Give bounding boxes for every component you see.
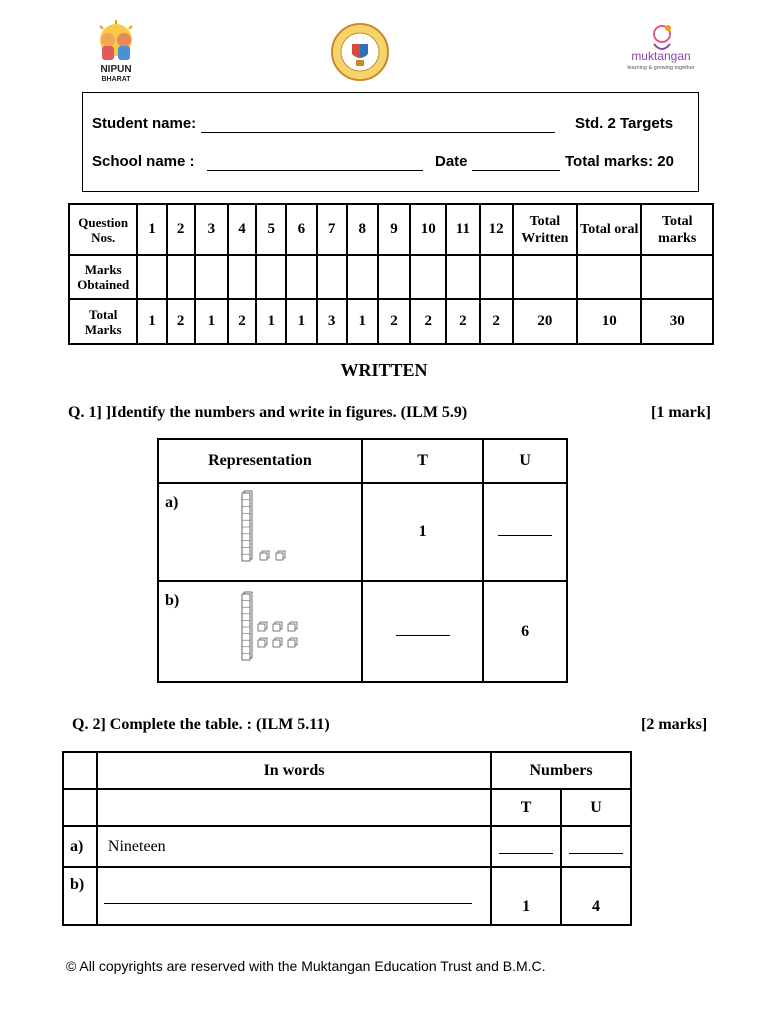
question-number: 7 [317, 204, 347, 255]
header-units: U [483, 439, 567, 483]
header-t: T [491, 789, 561, 826]
total-mark-value: 1 [286, 299, 316, 344]
q2-question: Q. 2] Complete the table. : (ILM 5.11) [72, 716, 330, 733]
unit-cube [258, 622, 267, 631]
marks-obtained-cell[interactable] [286, 255, 316, 299]
header-representation: Representation [158, 439, 362, 483]
total-mark-value: 2 [480, 299, 513, 344]
total-mark-value: 3 [317, 299, 347, 344]
unit-cube [258, 638, 267, 647]
marks-obtained-cell[interactable] [410, 255, 446, 299]
unit-cube [288, 622, 297, 631]
header-in-words: In words [97, 752, 491, 789]
unit-cube [273, 638, 282, 647]
total-written-value: 20 [513, 299, 577, 344]
marks-obtained-cell[interactable] [137, 255, 166, 299]
row-label-a: a) [63, 826, 97, 867]
q2-marks: [2 marks] [641, 716, 708, 733]
date-field[interactable] [472, 170, 560, 171]
units-answer-a[interactable] [483, 483, 567, 581]
header-numbers: Numbers [491, 752, 631, 789]
total-mark-value: 2 [378, 299, 410, 344]
question-number: 12 [480, 204, 513, 255]
question-number: 5 [256, 204, 286, 255]
row-label-total-marks: Total Marks [69, 299, 137, 344]
units-value-b: 4 [561, 867, 631, 925]
words-value-a: Nineteen [97, 826, 491, 867]
date-label: Date [435, 153, 468, 170]
question-number: 11 [446, 204, 479, 255]
total-oral-value: 10 [577, 299, 641, 344]
total-written-obtained-cell[interactable] [513, 255, 577, 299]
total-mark-value: 2 [228, 299, 256, 344]
unit-cube [260, 551, 269, 560]
header-total-written: Total Written [513, 204, 577, 255]
ten-rod [242, 491, 252, 561]
marks-summary-table [68, 203, 714, 345]
total-mark-value: 1 [195, 299, 228, 344]
row-label-marks-obtained: Marks Obtained [69, 255, 137, 299]
marks-obtained-row [69, 255, 713, 299]
question-number: 6 [286, 204, 316, 255]
unit-cube [276, 551, 285, 560]
q1-table [157, 438, 568, 683]
total-mark-value: 2 [446, 299, 479, 344]
question-number: 10 [410, 204, 446, 255]
total-oral-obtained-cell[interactable] [577, 255, 641, 299]
units-value-b: 6 [483, 581, 567, 682]
row-label-b: b) [165, 592, 180, 609]
tens-answer-b[interactable] [362, 581, 483, 682]
q1-row-a [158, 483, 567, 581]
header-total-oral: Total oral [577, 204, 641, 255]
tens-answer-a[interactable] [491, 826, 561, 867]
question-number: 1 [137, 204, 166, 255]
std-targets-label: Std. 2 Targets [575, 115, 674, 132]
total-mark-value: 1 [347, 299, 378, 344]
total-mark-value: 2 [167, 299, 195, 344]
question-number: 3 [195, 204, 228, 255]
question-number: 2 [167, 204, 195, 255]
nipun-bharat-logo [86, 18, 146, 84]
q1-question: Q. 1] ]Identify the numbers and write in figures. (ILM 5.9) [68, 404, 468, 421]
student-name-field[interactable] [201, 132, 555, 133]
total-marks-label: Total marks: 20 [565, 153, 674, 170]
total-marks-obtained-cell[interactable] [641, 255, 713, 299]
units-answer-a[interactable] [561, 826, 631, 867]
q2-row-b [63, 867, 631, 925]
row-label-b: b) [63, 867, 97, 925]
school-name-field[interactable] [207, 170, 423, 171]
representation-cell-a [158, 483, 362, 581]
representation-cell-b [158, 581, 362, 682]
muktangan-name: muktangan [631, 49, 691, 63]
muktangan-logo [624, 22, 698, 72]
unit-cube [273, 622, 282, 631]
nipun-text: NIPUN [100, 64, 132, 75]
q2-sub-words-cell [97, 789, 491, 826]
student-info-box [82, 92, 699, 192]
total-marks-row [69, 299, 713, 344]
marks-obtained-cell[interactable] [195, 255, 228, 299]
marks-obtained-cell[interactable] [378, 255, 410, 299]
marks-obtained-cell[interactable] [347, 255, 378, 299]
total-mark-value: 2 [410, 299, 446, 344]
total-marks-value: 30 [641, 299, 713, 344]
marks-obtained-cell[interactable] [228, 255, 256, 299]
tens-value-a: 1 [362, 483, 483, 581]
base-ten-blocks-b [239, 590, 319, 670]
bmc-emblem-logo [330, 22, 390, 82]
marks-obtained-cell[interactable] [446, 255, 479, 299]
words-answer-b[interactable] [97, 867, 491, 925]
marks-obtained-cell[interactable] [480, 255, 513, 299]
question-number: 4 [228, 204, 256, 255]
question-numbers-row [69, 204, 713, 255]
q2-corner-cell [63, 752, 97, 789]
header-tens: T [362, 439, 483, 483]
question-number: 9 [378, 204, 410, 255]
q1-row-b [158, 581, 567, 682]
marks-obtained-cell[interactable] [167, 255, 195, 299]
tens-value-b: 1 [491, 867, 561, 925]
base-ten-blocks-a [239, 489, 319, 569]
unit-cube [288, 638, 297, 647]
q2-table [62, 751, 632, 926]
marks-obtained-cell[interactable] [317, 255, 347, 299]
copyright-footer: © All copyrights are reserved with the Muktangan Education Trust and B.M.C. [66, 958, 546, 974]
school-name-label: School name : [92, 153, 195, 170]
question-number: 8 [347, 204, 378, 255]
row-label-a: a) [165, 494, 179, 511]
row-label-question-nos: Question Nos. [69, 204, 137, 255]
bharat-text: BHARAT [101, 76, 131, 83]
student-name-label: Student name: [92, 115, 197, 132]
header-u: U [561, 789, 631, 826]
muktangan-tagline: learning & growing together [627, 65, 695, 71]
q2-sub-corner-cell [63, 789, 97, 826]
header-total-marks: Total marks [641, 204, 713, 255]
marks-obtained-cell[interactable] [256, 255, 286, 299]
ten-rod [242, 592, 252, 660]
total-mark-value: 1 [256, 299, 286, 344]
total-mark-value: 1 [137, 299, 166, 344]
q2-row-a [63, 826, 631, 867]
section-title-written: WRITTEN [340, 360, 428, 380]
q1-marks: [1 mark] [651, 404, 711, 421]
